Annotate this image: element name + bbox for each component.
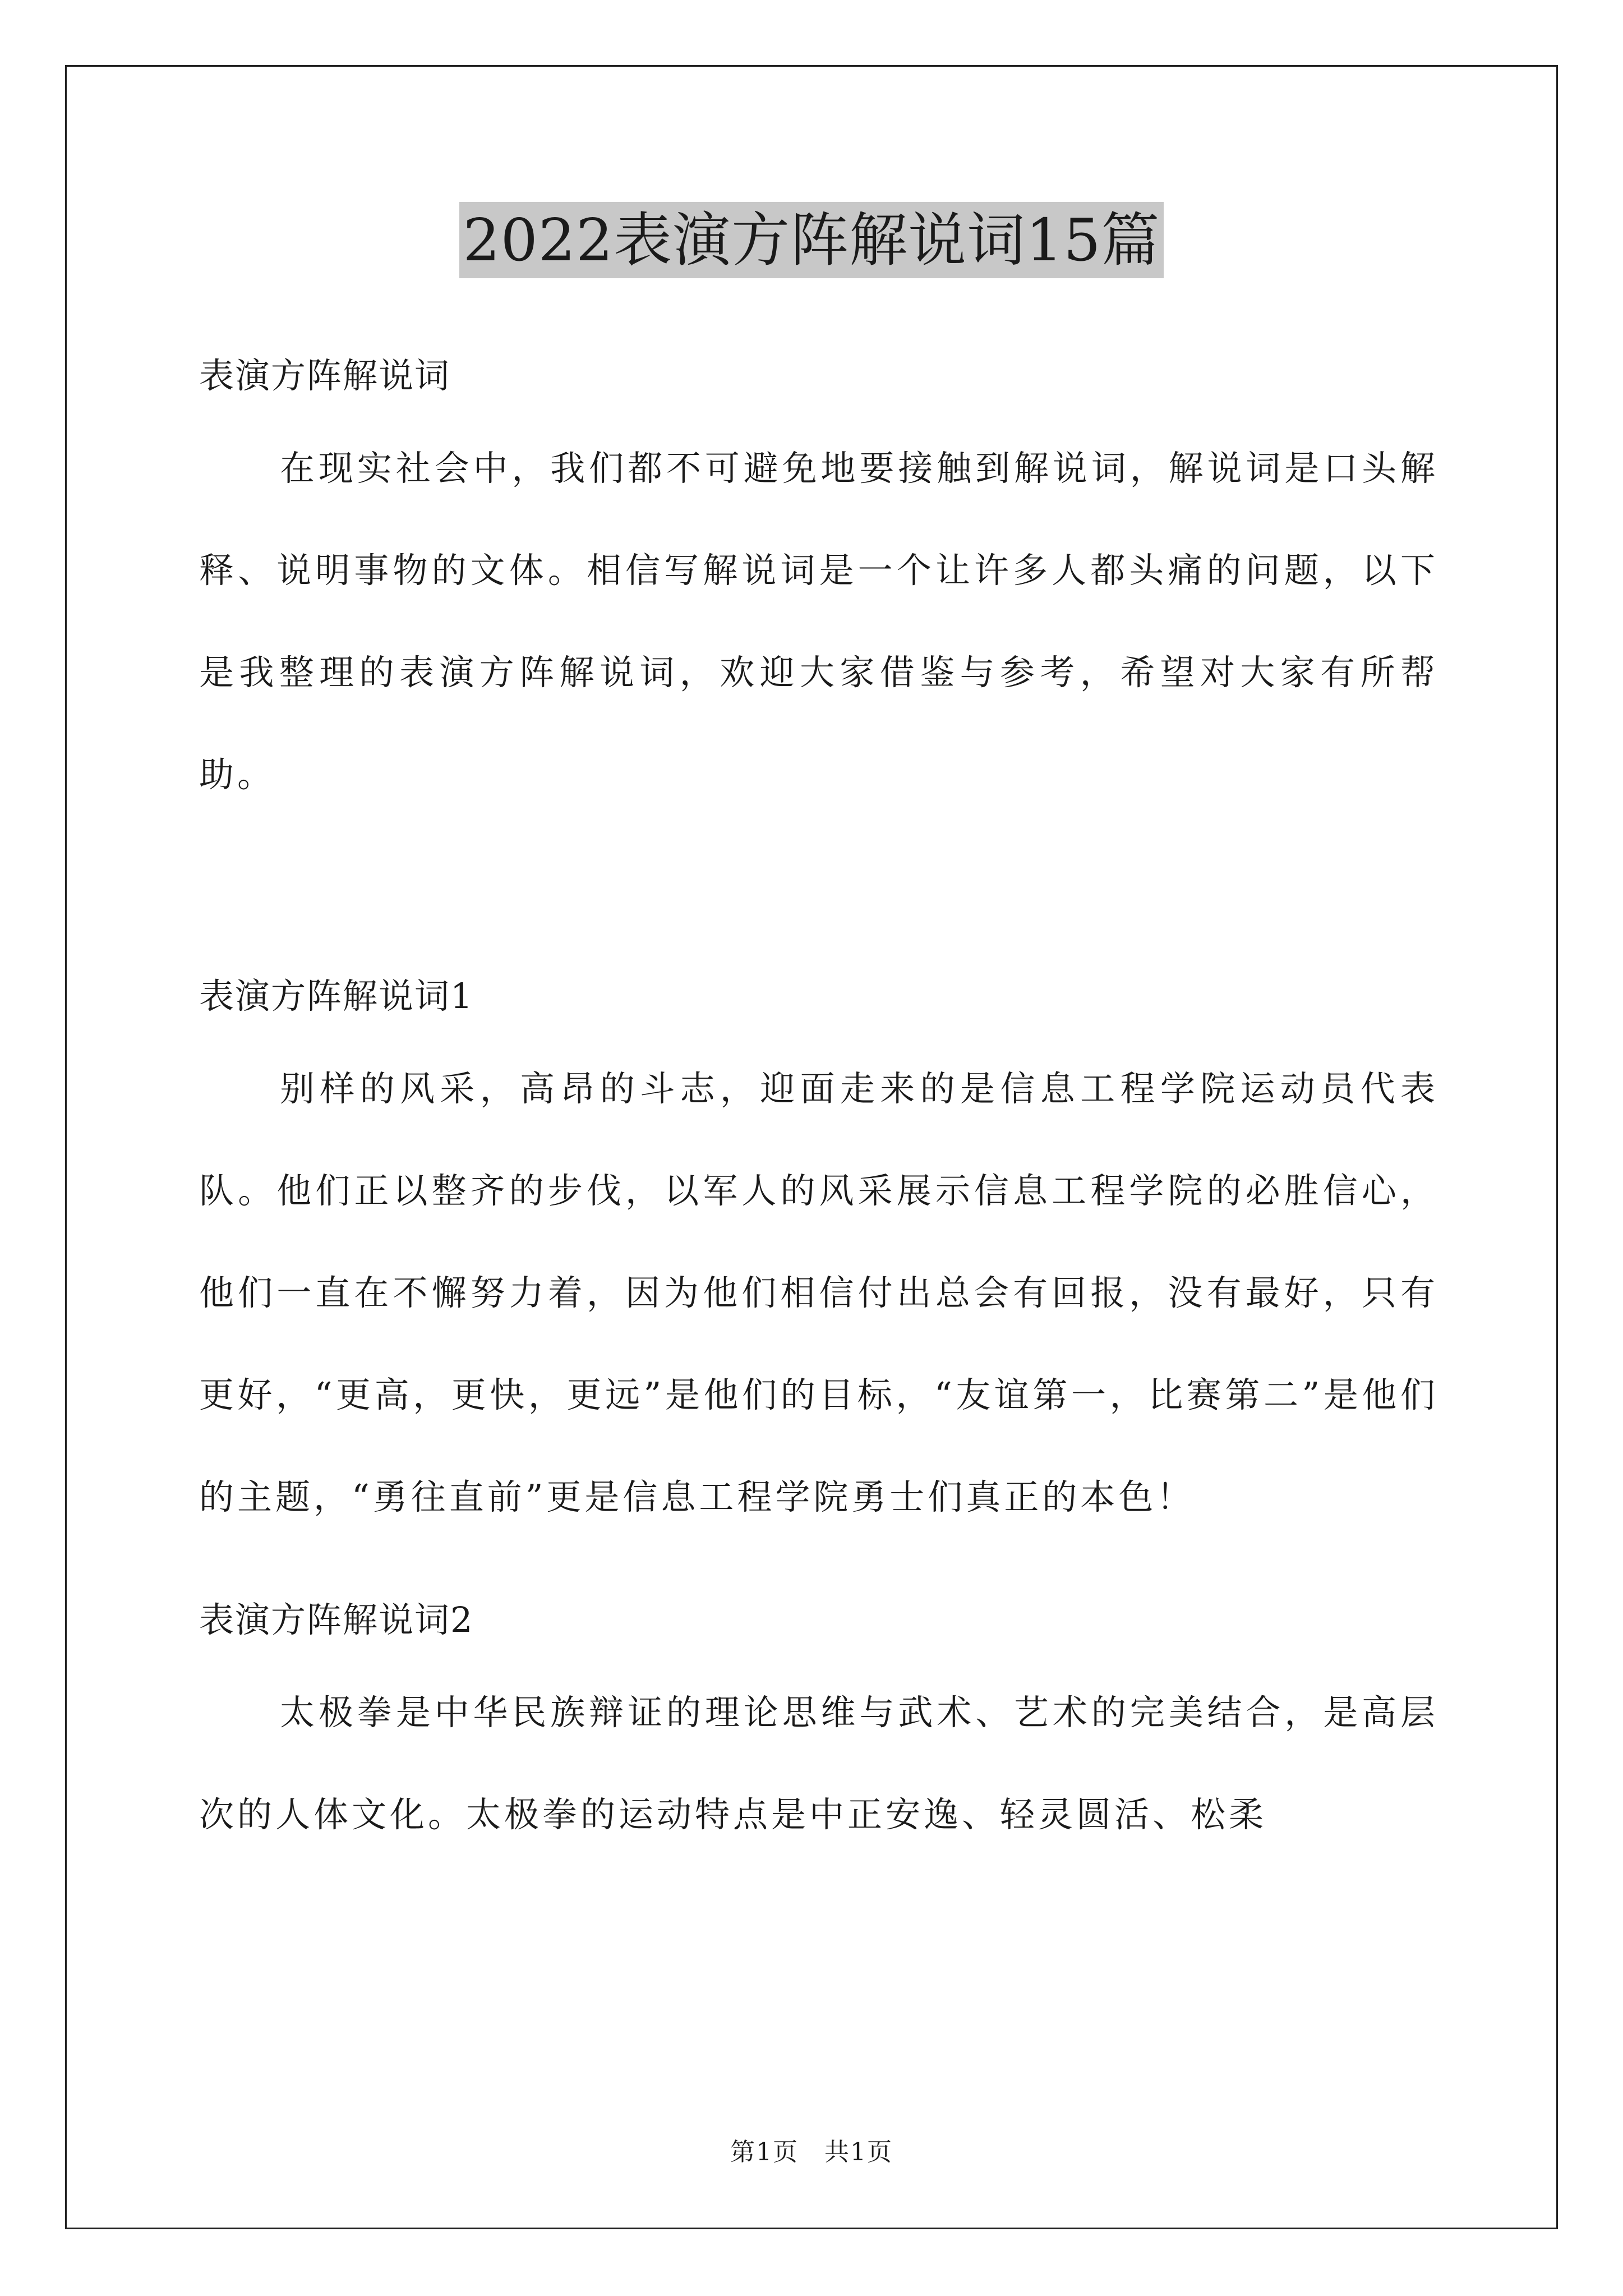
section-paragraph-2: 太极拳是中华民族辩证的理论思维与武术、艺术的完美结合，是高层次的人体文化。太极拳的运动特点是中正安逸、轻灵圆活、松柔 xyxy=(199,1692,1438,1835)
section-heading-1: 表演方阵解说词1 xyxy=(199,976,474,1016)
document-body xyxy=(199,348,1438,1866)
intro-paragraph: 在现实社会中，我们都不可避免地要接触到解说词，解说词是口头解释、说明事物的文体。相信写解说词是一个让许多人都头痛的问题，以下是我整理的表演方阵解说词，欢迎大家借鉴与参考，希望对大家有所帮助。 xyxy=(199,448,1438,795)
document-title: 2022表演方阵解说词15篇 xyxy=(459,202,1163,278)
section-paragraph-1: 别样的风采，高昂的斗志，迎面走来的是信息工程学院运动员代表队。他们正以整齐的步伐，以军人的风采展示信息工程学院的必胜信心，他们一直在不懈努力着，因为他们相信付出总会有回报，没有最好，只有更好，“更高，更快，更远”是他们的目标，“友谊第一，比赛第二”是他们的主题，“勇往直前”更是信息工程学院勇士们真正的本色！ xyxy=(199,1068,1438,1517)
intro-heading: 表演方阵解说词 xyxy=(199,355,451,396)
page-footer: 第1页 共1页 xyxy=(730,2138,893,2166)
title-container xyxy=(0,202,1623,278)
section-heading-2: 表演方阵解说词2 xyxy=(199,1599,474,1640)
